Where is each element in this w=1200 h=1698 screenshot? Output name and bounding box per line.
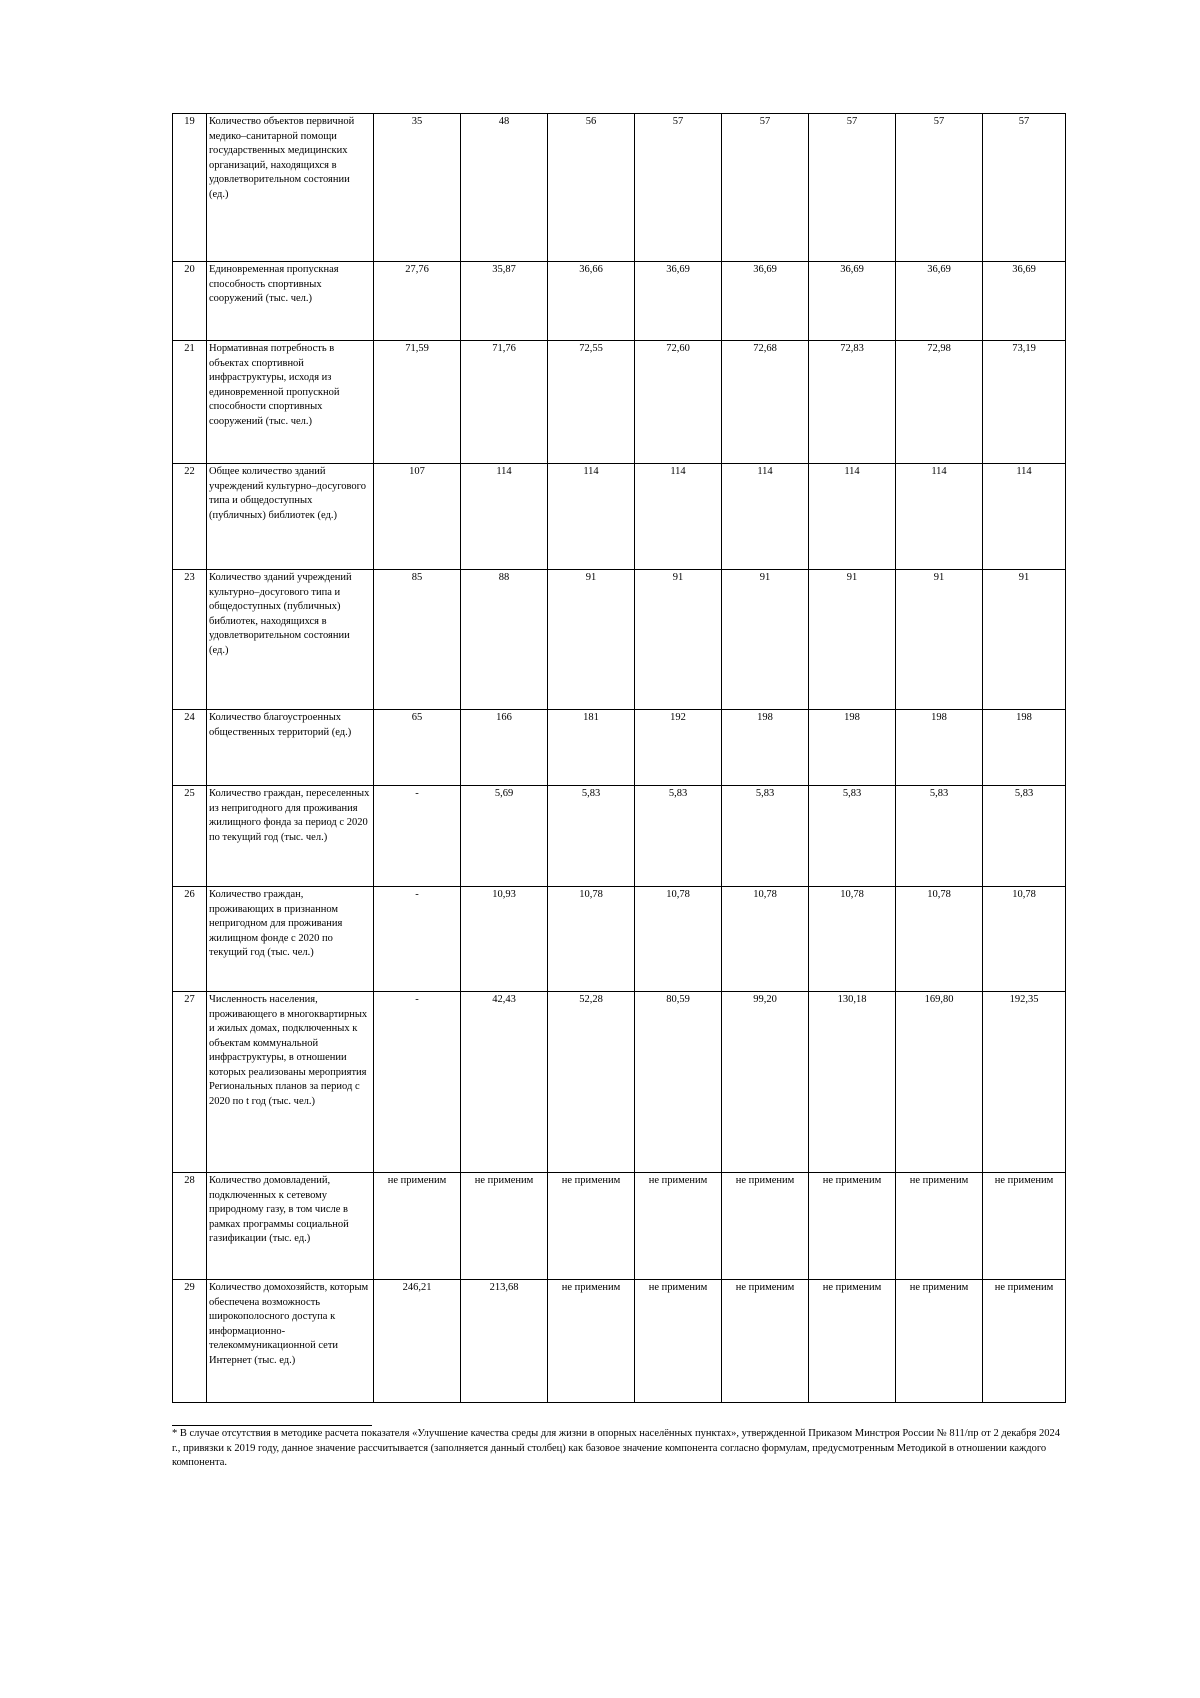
footnote-separator xyxy=(172,1425,372,1426)
value-cell: 10,78 xyxy=(809,887,896,992)
value-cell: 198 xyxy=(896,710,983,786)
value-cell: 198 xyxy=(809,710,896,786)
value-cell: не применим xyxy=(896,1280,983,1403)
value-cell: 130,18 xyxy=(809,992,896,1173)
value-cell: 10,78 xyxy=(896,887,983,992)
value-cell: 57 xyxy=(983,114,1066,262)
value-cell: 213,68 xyxy=(461,1280,548,1403)
value-cell: 99,20 xyxy=(722,992,809,1173)
indicator-name-cell: Нормативная потребность в объектах спортивной инфраструктуры, исходя из единовременной пропускной способности спортивных сооружений (тыс. чел.) xyxy=(207,341,374,464)
value-cell: 5,83 xyxy=(722,786,809,887)
value-cell: 107 xyxy=(374,464,461,570)
indicator-name-cell: Количество объектов первичной медико–санитарной помощи государственных медицинских организаций, находящихся в удовлетворительном состоянии (ед.) xyxy=(207,114,374,262)
indicator-name-cell: Единовременная пропускная способность спортивных сооружений (тыс. чел.) xyxy=(207,262,374,341)
row-number-cell: 21 xyxy=(173,341,207,464)
value-cell: не применим xyxy=(548,1280,635,1403)
row-number-cell: 27 xyxy=(173,992,207,1173)
value-cell: 5,83 xyxy=(809,786,896,887)
value-cell: - xyxy=(374,786,461,887)
row-number-cell: 22 xyxy=(173,464,207,570)
value-cell: 114 xyxy=(722,464,809,570)
value-cell: 48 xyxy=(461,114,548,262)
value-cell: не применим xyxy=(809,1280,896,1403)
indicator-name-cell: Количество домохозяйств, которым обеспечена возможность широкополосного доступа к информационно-телекоммуникационной сети Интернет (тыс. ед.) xyxy=(207,1280,374,1403)
value-cell: 198 xyxy=(983,710,1066,786)
indicator-name-cell: Количество домовладений, подключенных к сетевому природному газу, в том числе в рамках программы социальной газификации (тыс. ед.) xyxy=(207,1173,374,1280)
value-cell: не применим xyxy=(809,1173,896,1280)
value-cell: 192,35 xyxy=(983,992,1066,1173)
indicators-table-container xyxy=(172,113,1065,1403)
value-cell: не применим xyxy=(722,1280,809,1403)
value-cell: 88 xyxy=(461,570,548,710)
value-cell: не применим xyxy=(722,1173,809,1280)
value-cell: 36,69 xyxy=(896,262,983,341)
value-cell: 91 xyxy=(722,570,809,710)
value-cell: 10,78 xyxy=(722,887,809,992)
value-cell: 114 xyxy=(548,464,635,570)
value-cell: 192 xyxy=(635,710,722,786)
value-cell: 80,59 xyxy=(635,992,722,1173)
value-cell: не применим xyxy=(374,1173,461,1280)
value-cell: не применим xyxy=(983,1173,1066,1280)
indicator-name-cell: Количество граждан, переселенных из непригодного для проживания жилищного фонда за период с 2020 по текущий год (тыс. чел.) xyxy=(207,786,374,887)
table-row xyxy=(173,114,1066,262)
value-cell: 35,87 xyxy=(461,262,548,341)
value-cell: 181 xyxy=(548,710,635,786)
value-cell: 5,83 xyxy=(896,786,983,887)
value-cell: 10,78 xyxy=(635,887,722,992)
table-row xyxy=(173,570,1066,710)
row-number-cell: 29 xyxy=(173,1280,207,1403)
table-row xyxy=(173,341,1066,464)
value-cell: 36,69 xyxy=(809,262,896,341)
value-cell: не применим xyxy=(896,1173,983,1280)
value-cell: не применим xyxy=(983,1280,1066,1403)
value-cell: 198 xyxy=(722,710,809,786)
value-cell: 5,83 xyxy=(548,786,635,887)
value-cell: 91 xyxy=(548,570,635,710)
value-cell: 27,76 xyxy=(374,262,461,341)
value-cell: 72,68 xyxy=(722,341,809,464)
value-cell: 114 xyxy=(809,464,896,570)
table-row xyxy=(173,992,1066,1173)
value-cell: 5,83 xyxy=(983,786,1066,887)
value-cell: 57 xyxy=(722,114,809,262)
value-cell: не применим xyxy=(635,1280,722,1403)
value-cell: 42,43 xyxy=(461,992,548,1173)
value-cell: 91 xyxy=(635,570,722,710)
row-number-cell: 20 xyxy=(173,262,207,341)
table-row xyxy=(173,1280,1066,1403)
value-cell: 36,69 xyxy=(983,262,1066,341)
indicator-name-cell: Численность населения, проживающего в многоквартирных и жилых домах, подключенных к объектам коммунальной инфраструктуры, в отношении которых реализованы мероприятия Региональных планов за период с 2020 по t год (тыс. чел.) xyxy=(207,992,374,1173)
value-cell: - xyxy=(374,887,461,992)
value-cell: 114 xyxy=(461,464,548,570)
indicator-name-cell: Количество граждан, проживающих в признанном непригодном для проживания жилищном фонде с 2020 по текущий год (тыс. чел.) xyxy=(207,887,374,992)
value-cell: 36,66 xyxy=(548,262,635,341)
value-cell: 91 xyxy=(896,570,983,710)
indicator-name-cell: Количество благоустроенных общественных территорий (ед.) xyxy=(207,710,374,786)
indicators-table-body xyxy=(173,114,1066,1403)
value-cell: 73,19 xyxy=(983,341,1066,464)
table-row xyxy=(173,1173,1066,1280)
value-cell: 85 xyxy=(374,570,461,710)
indicator-name-cell: Общее количество зданий учреждений культурно–досугового типа и общедоступных (публичных) библиотек (ед.) xyxy=(207,464,374,570)
table-row xyxy=(173,786,1066,887)
value-cell: 35 xyxy=(374,114,461,262)
table-row xyxy=(173,887,1066,992)
value-cell: 72,55 xyxy=(548,341,635,464)
value-cell: 36,69 xyxy=(722,262,809,341)
footnote-text: * В случае отсутствия в методике расчета показателя «Улучшение качества среды для жизни в опорных населённых пунктах», утвержденной Приказом Минстроя России № 811/пр от 2 декабря 2024 г., привязки к 2019 году, данное значение рассчитывается (заполняется данный столбец) как базовое значение компонента согласно формулам, предусмотренным Методикой в отношении каждого компонента. xyxy=(172,1428,1060,1468)
value-cell: 166 xyxy=(461,710,548,786)
value-cell: 57 xyxy=(809,114,896,262)
value-cell: 71,59 xyxy=(374,341,461,464)
value-cell: 36,69 xyxy=(635,262,722,341)
table-row xyxy=(173,464,1066,570)
value-cell: 72,83 xyxy=(809,341,896,464)
value-cell: 57 xyxy=(635,114,722,262)
value-cell: 114 xyxy=(983,464,1066,570)
value-cell: 169,80 xyxy=(896,992,983,1173)
value-cell: 10,93 xyxy=(461,887,548,992)
row-number-cell: 26 xyxy=(173,887,207,992)
value-cell: 5,69 xyxy=(461,786,548,887)
row-number-cell: 28 xyxy=(173,1173,207,1280)
value-cell: 91 xyxy=(809,570,896,710)
row-number-cell: 24 xyxy=(173,710,207,786)
value-cell: 114 xyxy=(896,464,983,570)
value-cell: 91 xyxy=(983,570,1066,710)
value-cell: 114 xyxy=(635,464,722,570)
value-cell: 5,83 xyxy=(635,786,722,887)
value-cell: - xyxy=(374,992,461,1173)
value-cell: 71,76 xyxy=(461,341,548,464)
value-cell: 52,28 xyxy=(548,992,635,1173)
row-number-cell: 19 xyxy=(173,114,207,262)
row-number-cell: 23 xyxy=(173,570,207,710)
value-cell: не применим xyxy=(461,1173,548,1280)
value-cell: не применим xyxy=(635,1173,722,1280)
table-row xyxy=(173,710,1066,786)
value-cell: 65 xyxy=(374,710,461,786)
value-cell: 72,60 xyxy=(635,341,722,464)
value-cell: 56 xyxy=(548,114,635,262)
value-cell: 10,78 xyxy=(548,887,635,992)
indicator-name-cell: Количество зданий учреждений культурно–досугового типа и общедоступных (публичных) библиотек, находящихся в удовлетворительном состоянии (ед.) xyxy=(207,570,374,710)
indicators-table xyxy=(172,113,1066,1403)
value-cell: 57 xyxy=(896,114,983,262)
value-cell: 72,98 xyxy=(896,341,983,464)
value-cell: 246,21 xyxy=(374,1280,461,1403)
row-number-cell: 25 xyxy=(173,786,207,887)
table-row xyxy=(173,262,1066,341)
value-cell: не применим xyxy=(548,1173,635,1280)
value-cell: 10,78 xyxy=(983,887,1066,992)
